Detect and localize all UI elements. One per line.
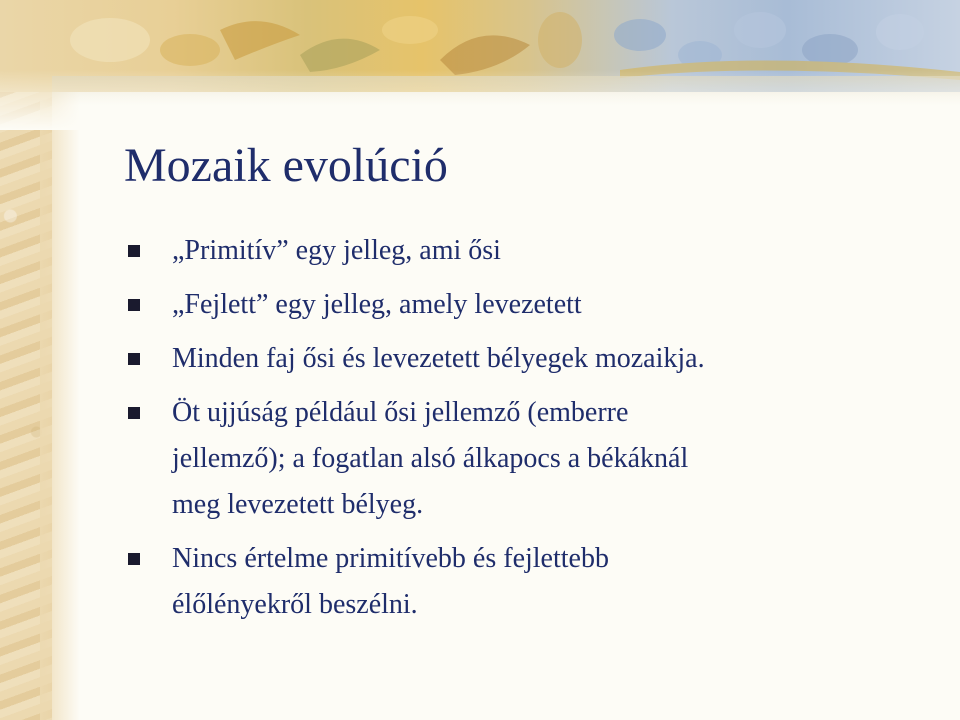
bullet-text: Nincs értelme primitívebb és fejlettebb élőlényekről beszélni. — [172, 543, 609, 620]
square-bullet-icon — [128, 553, 140, 565]
bullet-item — [124, 536, 914, 628]
bullet-item — [124, 336, 914, 382]
bullet-text: „Fejlett” egy jelleg, amely levezetett — [172, 289, 582, 320]
bullet-text: Minden faj ősi és levezetett bélyegek mozaikja. — [172, 343, 705, 374]
bullet-text: Öt ujjúság például ősi jellemző (emberre jellemző); a fogatlan alsó álkapocs a békáknál meg levezetett bélyeg. — [172, 397, 689, 520]
square-bullet-icon — [128, 407, 140, 419]
banner-fade — [0, 70, 960, 130]
bullet-text: „Primitív” egy jelleg, ami ősi — [172, 235, 501, 266]
bullet-item — [124, 390, 914, 528]
square-bullet-icon — [128, 245, 140, 257]
square-bullet-icon — [128, 353, 140, 365]
slide-title: Mozaik evolúció — [124, 139, 448, 192]
square-bullet-icon — [128, 299, 140, 311]
bullet-item — [124, 282, 914, 328]
bullet-item — [124, 228, 914, 274]
bullet-list — [124, 228, 914, 628]
